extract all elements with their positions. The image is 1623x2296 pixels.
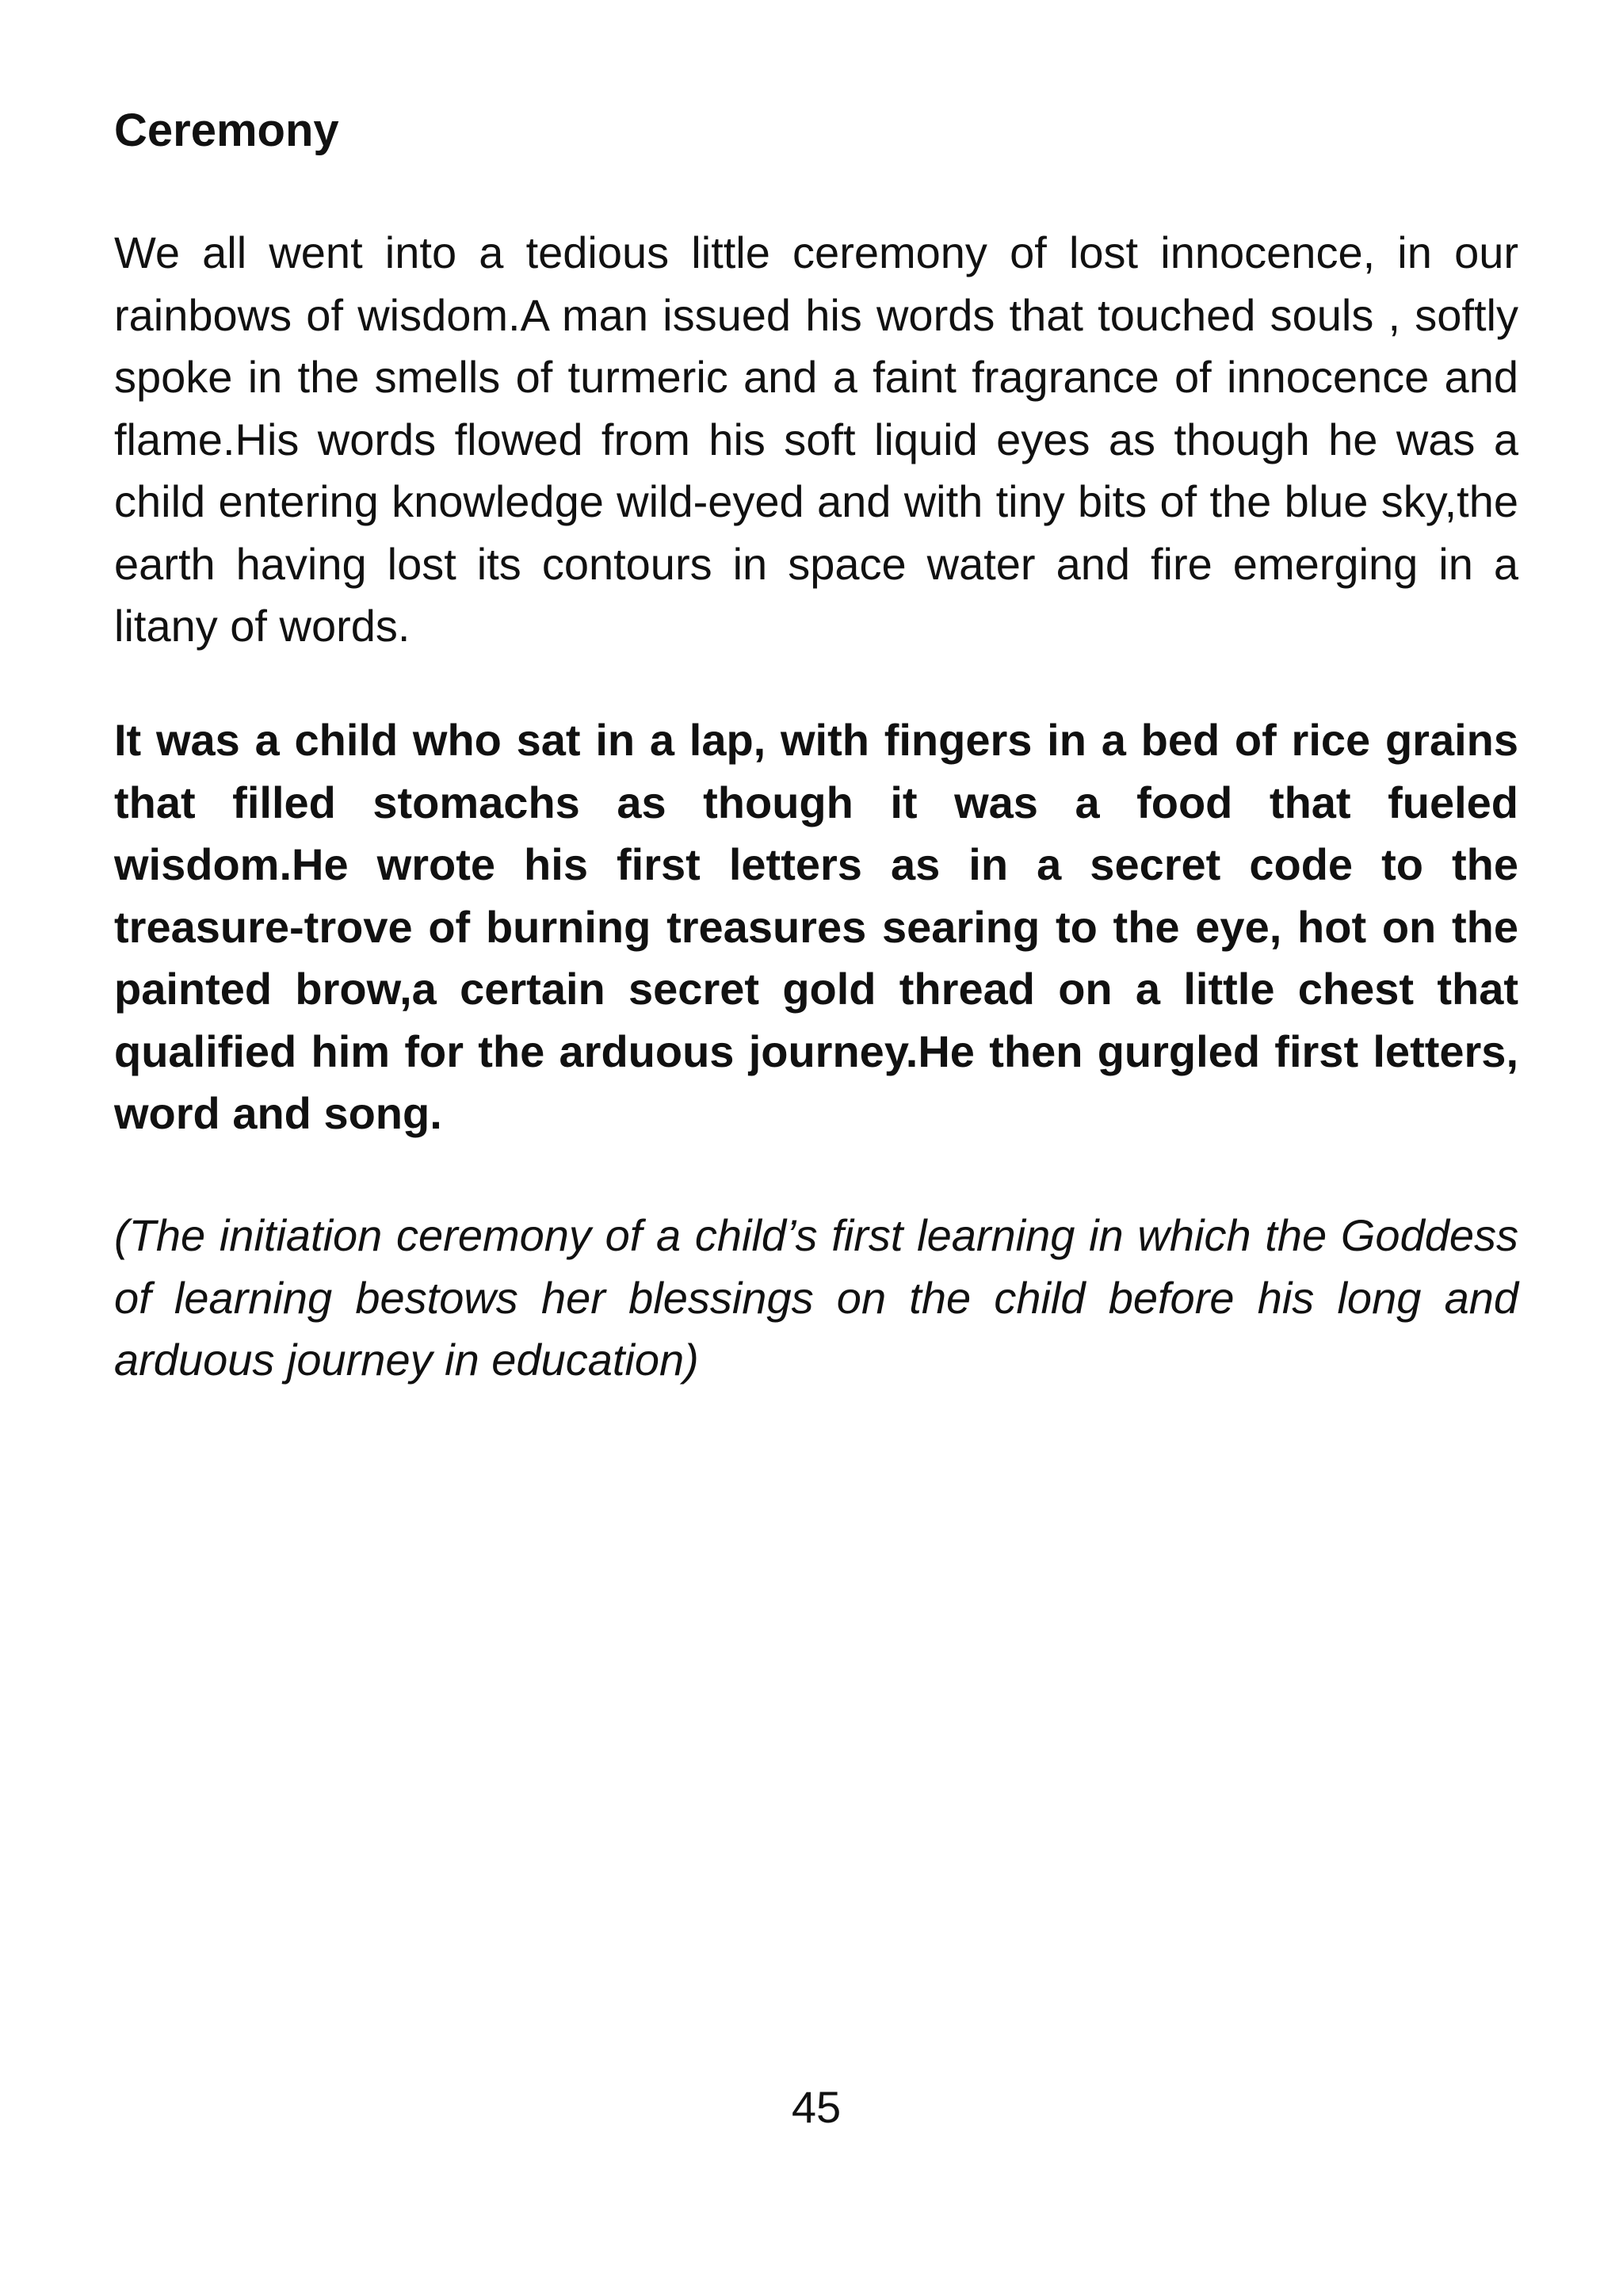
document-page <box>114 0 1518 2296</box>
page-number: 45 <box>791 2082 842 2132</box>
page-title: Ceremony <box>114 105 339 156</box>
paragraph-intro: We all went into a tedious little ceremony of lost innocence, in our rainbows of wisdom.A man issued his words that touched souls , softly spoke in the smells of turmeric and a faint fragrance of innocence and flame.His words flowed from his soft liquid eyes as though he was a child entering knowledge wild-eyed and with tiny bits of the blue sky,the earth having lost its contours in space water and fire emerging in a litany of words. <box>114 227 1518 651</box>
paragraph-bold: It was a child who sat in a lap, with fingers in a bed of rice grains that filled stomachs as though it was a food that fueled wisdom.He wrote his first letters as in a secret code to the treasure-trove of burning treasures searing to the eye, hot on the painted brow,a certain secret gold thread on a little chest that qualified him for the arduous journey.He then gurgled first letters, word and song. <box>114 715 1518 1138</box>
paragraph-italic-note: (The initiation ceremony of a child’s first learning in which the Goddess of learning bestows her blessings on the child before his long and arduous journey in education) <box>114 1210 1518 1385</box>
